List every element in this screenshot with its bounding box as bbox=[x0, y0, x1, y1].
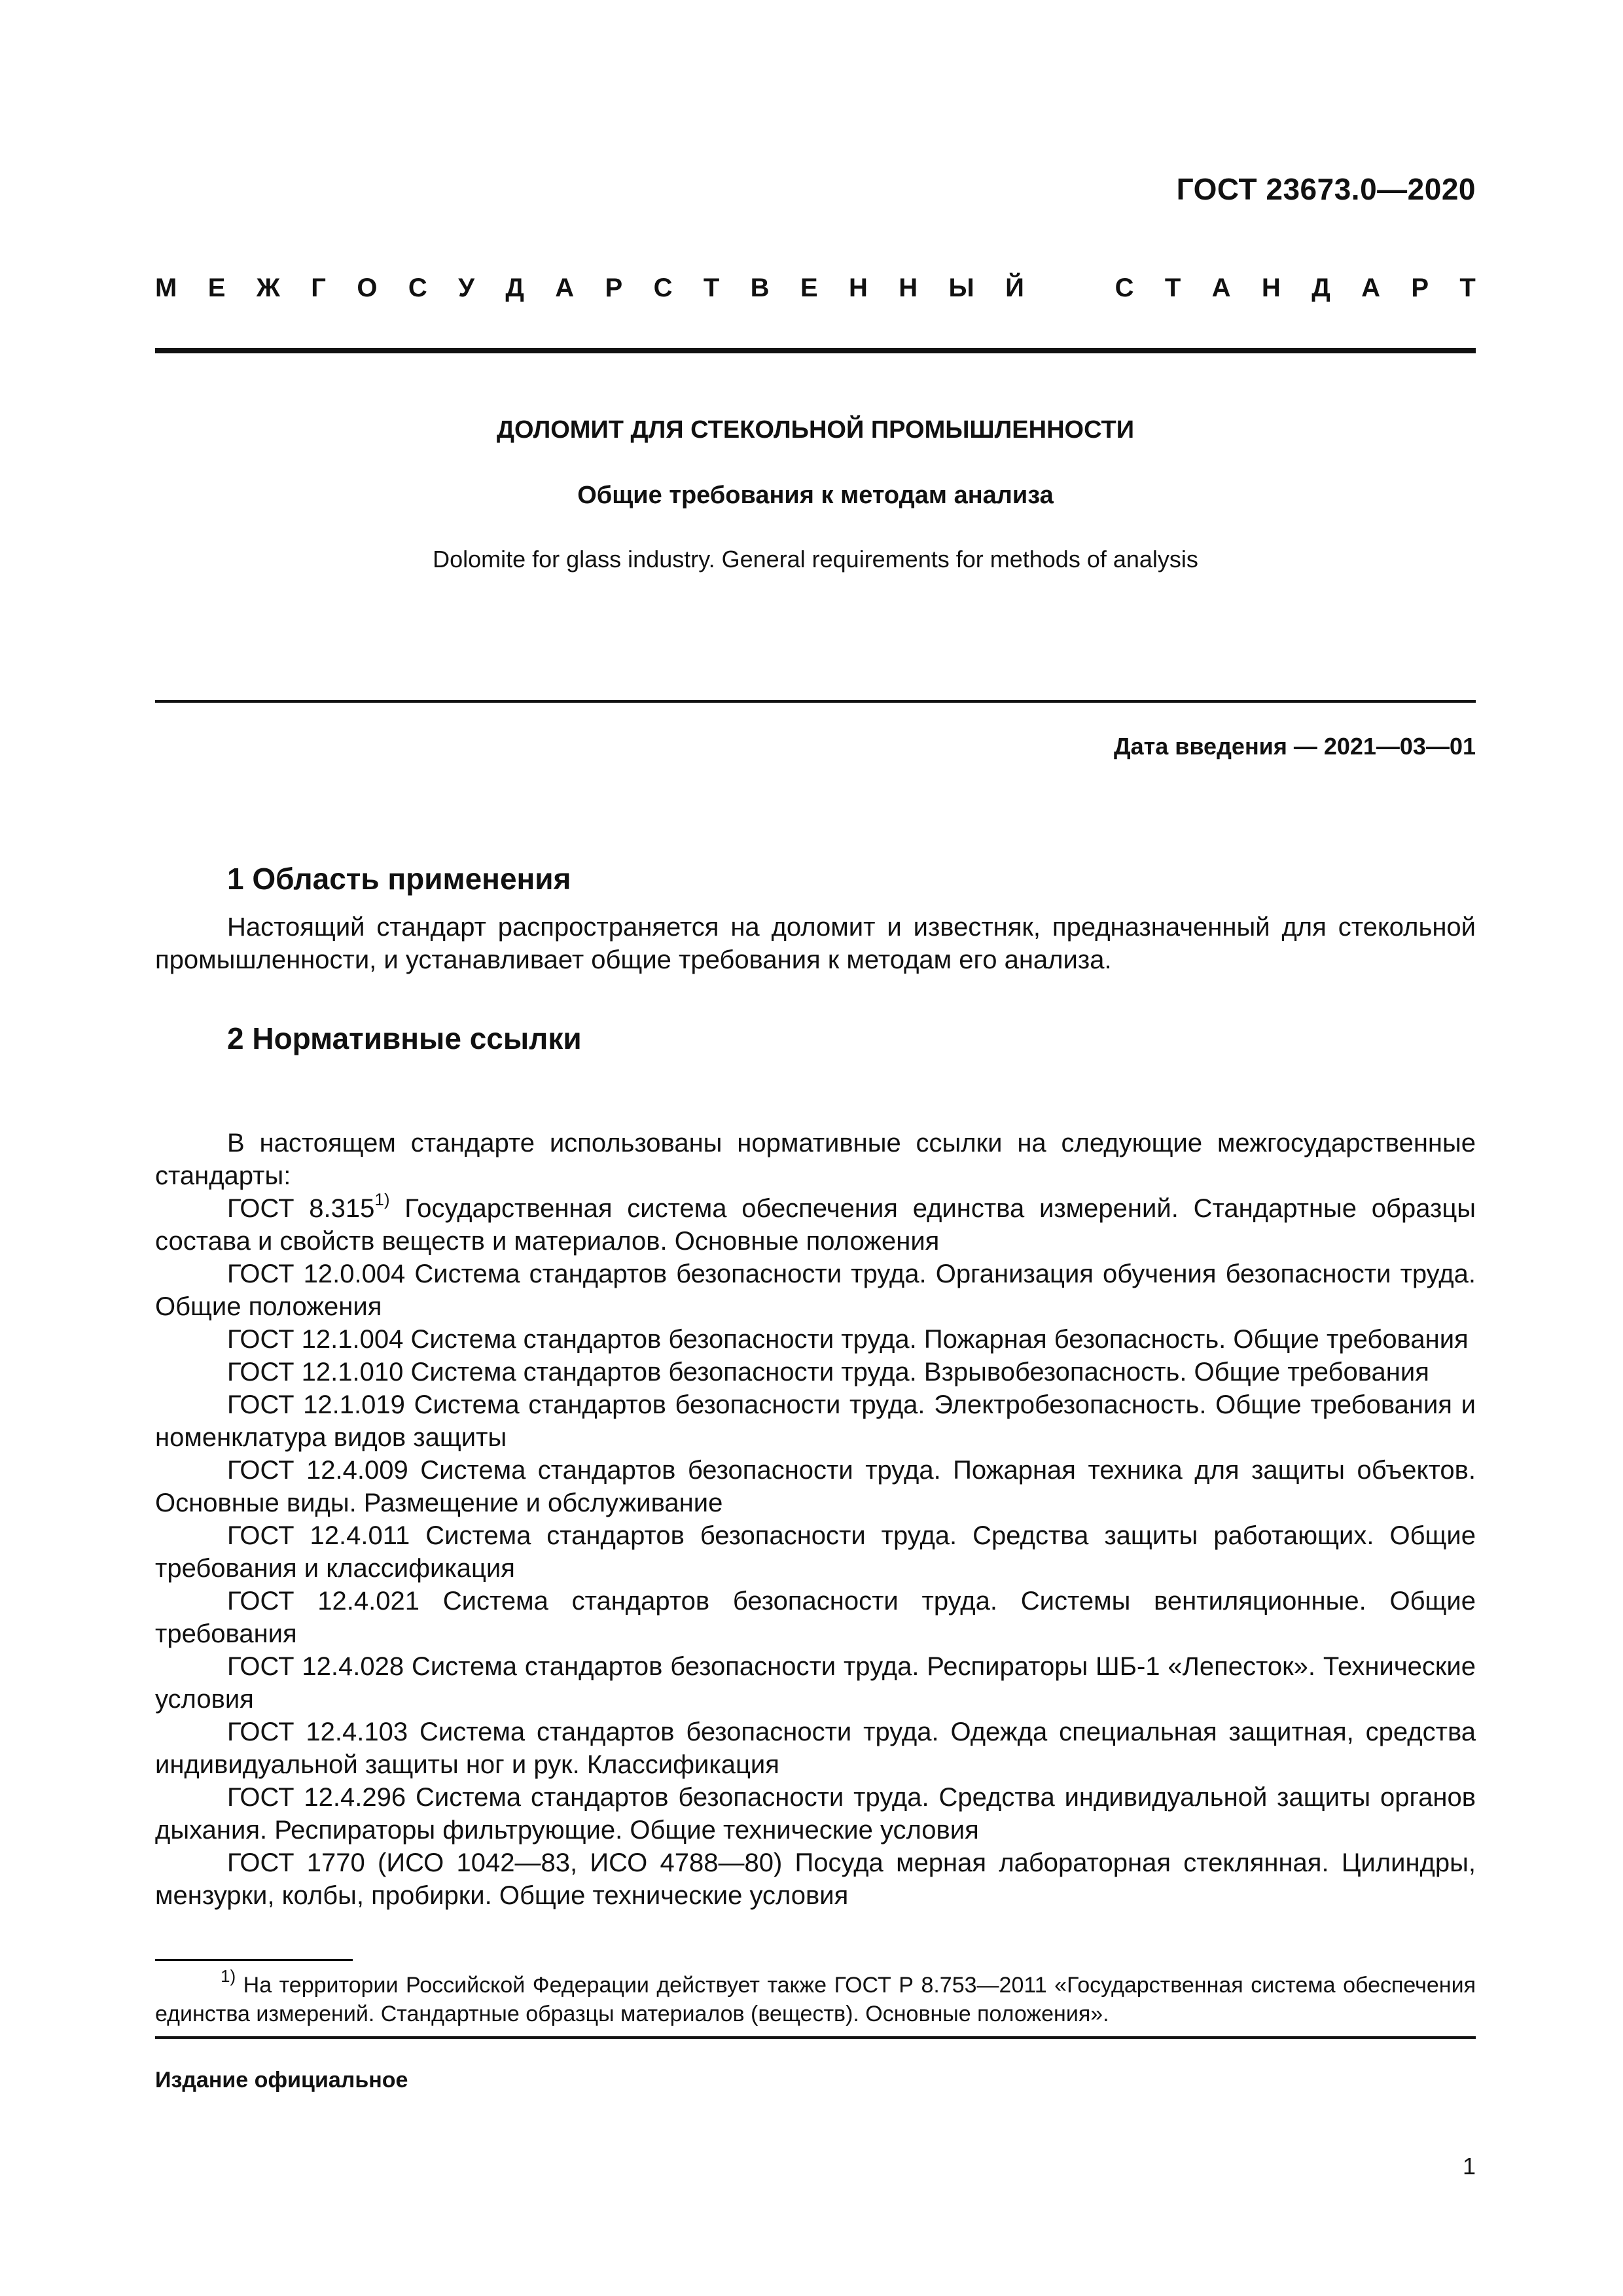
standard-type-letter: Е bbox=[800, 274, 818, 302]
document-subtitle: Общие требования к методам анализа bbox=[577, 482, 1054, 509]
section-1-heading: 1 Область применения bbox=[227, 862, 571, 896]
footnote-divider bbox=[155, 1959, 353, 1961]
footnote-mark: 1) bbox=[221, 1966, 236, 1986]
references-intro: В настоящем стандарте использованы нормативные ссылки на следующие межгосударственные стандарты: bbox=[155, 1129, 1476, 1190]
document-page bbox=[155, 0, 1476, 2296]
reference-title: Система стандартов безопасности труда. Пожарная безопасность. Общие требования bbox=[410, 1325, 1469, 1354]
reference-title: Система стандартов безопасности труда. Системы вентиляционные. Общие требования bbox=[155, 1587, 1476, 1648]
reference-code: ГОСТ 12.4.021 bbox=[227, 1587, 419, 1616]
standard-type-letter: Д bbox=[505, 274, 524, 302]
page-number: 1 bbox=[1462, 2153, 1476, 2180]
reference-code: ГОСТ 12.1.004 bbox=[227, 1325, 404, 1354]
reference-item bbox=[155, 1189, 1476, 1258]
reference-footnote-mark: 1) bbox=[374, 1189, 390, 1209]
standard-type-letter: Н bbox=[1261, 274, 1281, 302]
document-title-english: Dolomite for glass industry. General requirements for methods of analysis bbox=[433, 546, 1198, 573]
standard-type-letter: В bbox=[750, 274, 770, 302]
reference-item bbox=[155, 1519, 1476, 1585]
reference-code: ГОСТ 12.1.010 bbox=[227, 1358, 404, 1386]
standard-type-letter: С bbox=[408, 274, 427, 302]
standard-type-letter: Ы bbox=[948, 274, 974, 302]
reference-code: ГОСТ 1770 (ИСО 1042—83, ИСО 4788—80) bbox=[227, 1848, 783, 1877]
section-1-text: Настоящий стандарт распространяется на доломит и известняк, предназначенный для стекольной промышленности, и устанавливает общие требования к методам его анализа. bbox=[155, 913, 1476, 974]
standard-type-letter: Е bbox=[207, 274, 226, 302]
reference-item bbox=[155, 1781, 1476, 1846]
reference-item bbox=[155, 1585, 1476, 1650]
reference-title: Система стандартов безопасности труда. Респираторы ШБ-1 «Лепесток». Технические условия bbox=[155, 1652, 1476, 1714]
reference-code: ГОСТ 8.315 bbox=[227, 1194, 375, 1223]
reference-item bbox=[155, 1454, 1476, 1519]
footnote-text: На территории Российской Федерации действует также ГОСТ Р 8.753—2011 «Государственная система обеспечения единства измерений. Стандартные образцы материалов (веществ). Основные положения». bbox=[155, 1973, 1476, 2026]
footnote bbox=[155, 1966, 1476, 2028]
header-divider bbox=[155, 348, 1476, 353]
standard-type-letter: Д bbox=[1311, 274, 1330, 302]
reference-title: Посуда мерная лабораторная стеклянная. Цилиндры, мензурки, колбы, пробирки. Общие технические условия bbox=[155, 1848, 1476, 1910]
standard-type-letter: С bbox=[1115, 274, 1134, 302]
standard-type-letter: Н bbox=[899, 274, 918, 302]
standard-type-letter: Т bbox=[703, 274, 720, 302]
standard-type-letter: С bbox=[653, 274, 673, 302]
reference-title: Система стандартов безопасности труда. Организация обучения безопасности труда. Общие положения bbox=[155, 1260, 1476, 1321]
standard-type-letter: Т bbox=[1459, 274, 1476, 302]
introduction-date: Дата введения — 2021—03—01 bbox=[1113, 733, 1476, 760]
footer-divider bbox=[155, 2036, 1476, 2039]
standard-type-banner bbox=[155, 274, 1476, 303]
reference-item bbox=[155, 1716, 1476, 1781]
reference-title: Государственная система обеспечения единства измерений. Стандартные образцы состава и свойств веществ и материалов. Основные положения bbox=[155, 1194, 1476, 1256]
reference-title: Система стандартов безопасности труда. Электробезопасность. Общие требования и номенклатура видов защиты bbox=[155, 1390, 1476, 1452]
reference-code: ГОСТ 12.1.019 bbox=[227, 1390, 405, 1419]
standard-type-letter: А bbox=[1211, 274, 1231, 302]
title-divider bbox=[155, 700, 1476, 703]
standard-type-letter: Н bbox=[849, 274, 868, 302]
standard-type-letter: А bbox=[1361, 274, 1380, 302]
standard-type-letter: Г bbox=[311, 274, 326, 302]
document-code: ГОСТ 23673.0—2020 bbox=[1176, 172, 1476, 206]
standard-type-letter: У bbox=[458, 274, 475, 302]
reference-item bbox=[155, 1650, 1476, 1716]
standard-type-letter: Р bbox=[605, 274, 623, 302]
word-gap bbox=[1055, 274, 1084, 303]
standard-type-letter: Т bbox=[1164, 274, 1181, 302]
reference-code: ГОСТ 12.4.011 bbox=[227, 1521, 410, 1550]
reference-item bbox=[155, 1356, 1476, 1388]
references-items bbox=[155, 1189, 1476, 1912]
reference-title: Система стандартов безопасности труда. Одежда специальная защитная, средства индивидуальной защиты ног и рук. Классификация bbox=[155, 1718, 1476, 1779]
reference-code: ГОСТ 12.4.296 bbox=[227, 1783, 406, 1812]
reference-code: ГОСТ 12.0.004 bbox=[227, 1260, 406, 1288]
edition-label: Издание официальное bbox=[155, 2068, 408, 2093]
reference-title: Система стандартов безопасности труда. Пожарная техника для защиты объектов. Основные виды. Размещение и обслуживание bbox=[155, 1456, 1476, 1517]
reference-item bbox=[155, 1323, 1476, 1356]
section-2-heading: 2 Нормативные ссылки bbox=[227, 1021, 582, 1055]
standard-type-letter: Р bbox=[1411, 274, 1429, 302]
reference-item bbox=[155, 1388, 1476, 1454]
standard-type-letter: М bbox=[155, 274, 177, 302]
references-list bbox=[155, 1127, 1476, 1912]
reference-code: ГОСТ 12.4.028 bbox=[227, 1652, 404, 1681]
reference-item bbox=[155, 1846, 1476, 1912]
reference-title: Система стандартов безопасности труда. Средства защиты работающих. Общие требования и классификация bbox=[155, 1521, 1476, 1583]
standard-type-letter: А bbox=[555, 274, 575, 302]
reference-title: Система стандартов безопасности труда. Средства индивидуальной защиты органов дыхания. Респираторы фильтрующие. Общие технические условия bbox=[155, 1783, 1476, 1845]
document-title: ДОЛОМИТ ДЛЯ СТЕКОЛЬНОЙ ПРОМЫШЛЕННОСТИ bbox=[496, 416, 1135, 444]
standard-type-letter: Ж bbox=[256, 274, 280, 302]
reference-code: ГОСТ 12.4.009 bbox=[227, 1456, 408, 1485]
reference-item bbox=[155, 1258, 1476, 1323]
reference-title: Система стандартов безопасности труда. Взрывобезопасность. Общие требования bbox=[410, 1358, 1429, 1386]
standard-type-letter: О bbox=[357, 274, 378, 302]
standard-type-letter: Й bbox=[1005, 274, 1024, 302]
reference-code: ГОСТ 12.4.103 bbox=[227, 1718, 408, 1746]
